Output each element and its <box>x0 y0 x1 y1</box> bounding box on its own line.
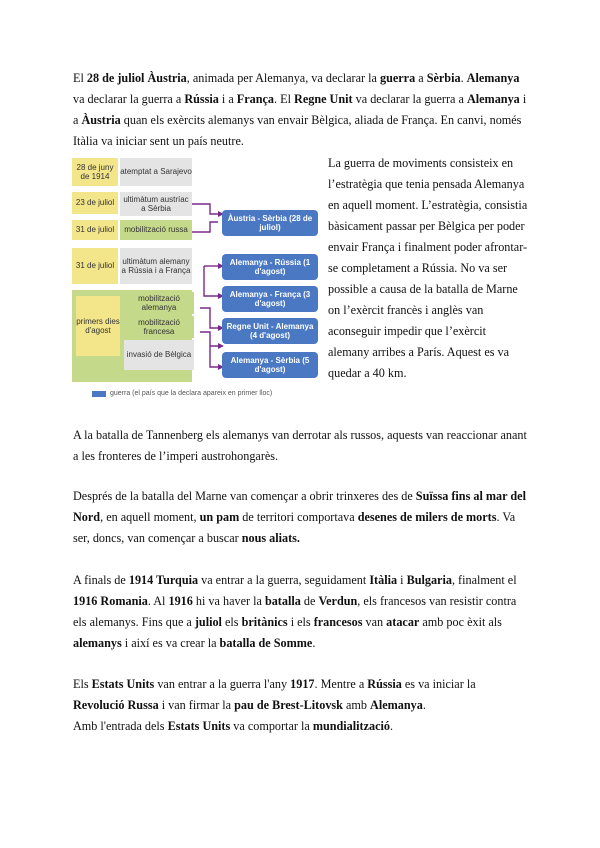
text-run: de territori comportava <box>239 510 358 524</box>
war-box-germany-serbia: Alemanya - Sèrbia (5 d'agost) <box>222 352 318 378</box>
text-run: . Al <box>147 594 169 608</box>
paragraph-tannenberg <box>73 425 528 467</box>
text-run: i els <box>287 615 314 629</box>
bold-text: britànics <box>241 615 288 629</box>
bold-text: França <box>236 92 275 106</box>
bold-text: Sèrbia <box>426 71 461 85</box>
date-box-5: primers dies d'agost <box>76 296 120 356</box>
date-box-2: 23 de juliol <box>72 192 118 214</box>
text-run: amb <box>342 698 371 712</box>
bold-text: Verdun <box>318 594 358 608</box>
text-run: a <box>415 71 427 85</box>
text-run: . Mentre a <box>314 677 368 691</box>
text-run: i a <box>218 92 237 106</box>
bold-text: mundialització <box>312 719 391 733</box>
text-run: hi va haver la <box>192 594 265 608</box>
legend-text: guerra (el país que la declara apareix en primer lloc) <box>110 390 273 397</box>
bold-text: Rússia <box>367 677 402 691</box>
arrow-5 <box>200 308 218 328</box>
text-run: va entrar a la guerra, seguidament <box>198 573 370 587</box>
bold-text: 1914 Turquia <box>128 573 199 587</box>
bold-text: Regne Unit <box>294 92 353 106</box>
text-run: , els francesos van resistir contra els alemanys. Fins que a <box>73 594 517 629</box>
bold-text: Alemanya <box>466 71 520 85</box>
war-box-uk-germany: Regne Unit - Alemanya (4 d'agost) <box>222 318 318 344</box>
event-box-1: atemptat a Sarajevo <box>120 158 192 186</box>
arrow-6 <box>200 332 218 346</box>
text-run: , animada per Alemanya, va declarar la <box>186 71 380 85</box>
text-run: quan els exèrcits alemanys van envair Bèlgica, aliada de França. En canvi, només Itàlia va iniciar sent un país neutre. <box>73 113 522 148</box>
arrow-1 <box>192 204 218 214</box>
bold-text: desenes de milers de morts <box>357 510 497 524</box>
text-run: . <box>460 71 467 85</box>
text-run: es va iniciar la <box>401 677 476 691</box>
bold-text: 1916 Romania <box>73 594 148 608</box>
text-run: i van firmar la <box>158 698 235 712</box>
bold-text: batalla <box>264 594 301 608</box>
text-run: . <box>312 636 316 650</box>
date-box-1: 28 de juny de 1914 <box>72 158 118 186</box>
legend-swatch <box>92 391 106 397</box>
text-run: i així es va crear la <box>121 636 220 650</box>
text-run: i <box>397 573 407 587</box>
text-run: . El <box>274 92 295 106</box>
diagram-legend <box>92 390 272 397</box>
bold-text: batalla de Somme <box>219 636 313 650</box>
text-run: i a <box>73 92 527 127</box>
bold-text: Estats Units <box>167 719 231 733</box>
text-run: va comportar la <box>230 719 313 733</box>
bold-text: atacar <box>386 615 420 629</box>
bold-text: guerra <box>379 71 416 85</box>
text-run: van entrar a la guerra l'any <box>154 677 291 691</box>
bold-text: Suïssa fins al mar del Nord <box>73 489 526 524</box>
text-run: els <box>221 615 242 629</box>
event-box-5b: mobilització francesa <box>124 316 194 338</box>
bold-text: 28 de juliol Àustria <box>86 71 187 85</box>
text-run: . <box>390 719 394 733</box>
event-box-3: mobilització russa <box>120 220 192 240</box>
bold-text: Rússia <box>184 92 219 106</box>
bold-text: 1916 <box>168 594 193 608</box>
bold-text: Estats Units <box>91 677 155 691</box>
text-run: amb poc èxit als <box>419 615 502 629</box>
arrow-4 <box>204 266 218 296</box>
bold-text: 1917 <box>290 677 315 691</box>
text-run: , finalment el <box>451 573 517 587</box>
war-box-austria-serbia: Àustria - Sèrbia (28 de juliol) <box>222 210 318 236</box>
text-run: . <box>422 698 426 712</box>
paragraph-trenches <box>73 486 528 549</box>
text-run: Amb l'entrada dels <box>73 719 168 733</box>
text-run: Després de la batalla del Marne van començar a obrir trinxeres des de <box>73 489 416 503</box>
date-box-4: 31 de juliol <box>72 248 118 284</box>
text-run: va declarar la guerra a <box>352 92 467 106</box>
text-run: A la batalla de Tannenberg els alemanys van derrotar als russos, aquests van reaccionar anant a les fronteres de l’imperi austrohongarès. <box>73 428 527 463</box>
bold-text: Alemanya <box>466 92 520 106</box>
bold-text: Àustria <box>81 113 121 127</box>
bold-text: pau de Brest-Litovsk <box>234 698 343 712</box>
event-box-5a: mobilització alemanya <box>124 292 194 314</box>
bold-text: Revolució Russa <box>73 698 159 712</box>
text-run: A finals de <box>73 573 129 587</box>
event-box-4: ultimàtum alemany a Rússia i a França <box>120 248 192 284</box>
text-run: Els <box>73 677 92 691</box>
war-declarations-diagram <box>72 156 324 404</box>
paragraph-outbreak <box>73 68 528 152</box>
text-run: va declarar la guerra a <box>73 92 185 106</box>
bold-text: alemanys <box>73 636 122 650</box>
text-run: de <box>300 594 319 608</box>
text-run: El <box>73 71 87 85</box>
war-box-germany-france: Alemanya - França (3 d'agost) <box>222 286 318 312</box>
text-run: La guerra de moviments consisteix en l’estratègia que tenia pensada Alemanya en aquell moment. L’estratègia, consistia bàsicament passar per Bèlgica per poder envair França i finalment poder afrontar-se completament a Rússia. No va ser possible a causa de la batalla de Marne on l’exèrcit francès i anglès van aconseguir impedir que l’exèrcit alemany arribes a París. Aquest es va quedar a 40 km. <box>328 156 528 380</box>
date-box-3: 31 de juliol <box>72 220 118 240</box>
event-box-2: ultimàtum austríac a Sèrbia <box>120 192 192 216</box>
bold-text: juliol <box>194 615 222 629</box>
text-run: . Va ser, doncs, van començar a buscar <box>73 510 516 545</box>
paragraph-us-entry <box>73 674 528 737</box>
arrow-2 <box>192 222 218 232</box>
text-run: , en aquell moment, <box>100 510 200 524</box>
bold-text: Itàlia <box>369 573 398 587</box>
war-box-germany-russia: Alemanya - Rússia (1 d'agost) <box>222 254 318 280</box>
paragraph-war-of-movements <box>328 153 528 384</box>
bold-text: un pam <box>199 510 240 524</box>
text-run: van <box>362 615 387 629</box>
paragraph-new-allies <box>73 570 528 654</box>
bold-text: nous aliats. <box>241 531 300 545</box>
bold-text: Bulgaria <box>406 573 452 587</box>
event-box-5c: invasió de Bèlgica <box>124 340 194 370</box>
bold-text: francesos <box>313 615 363 629</box>
bold-text: Alemanya <box>370 698 423 712</box>
